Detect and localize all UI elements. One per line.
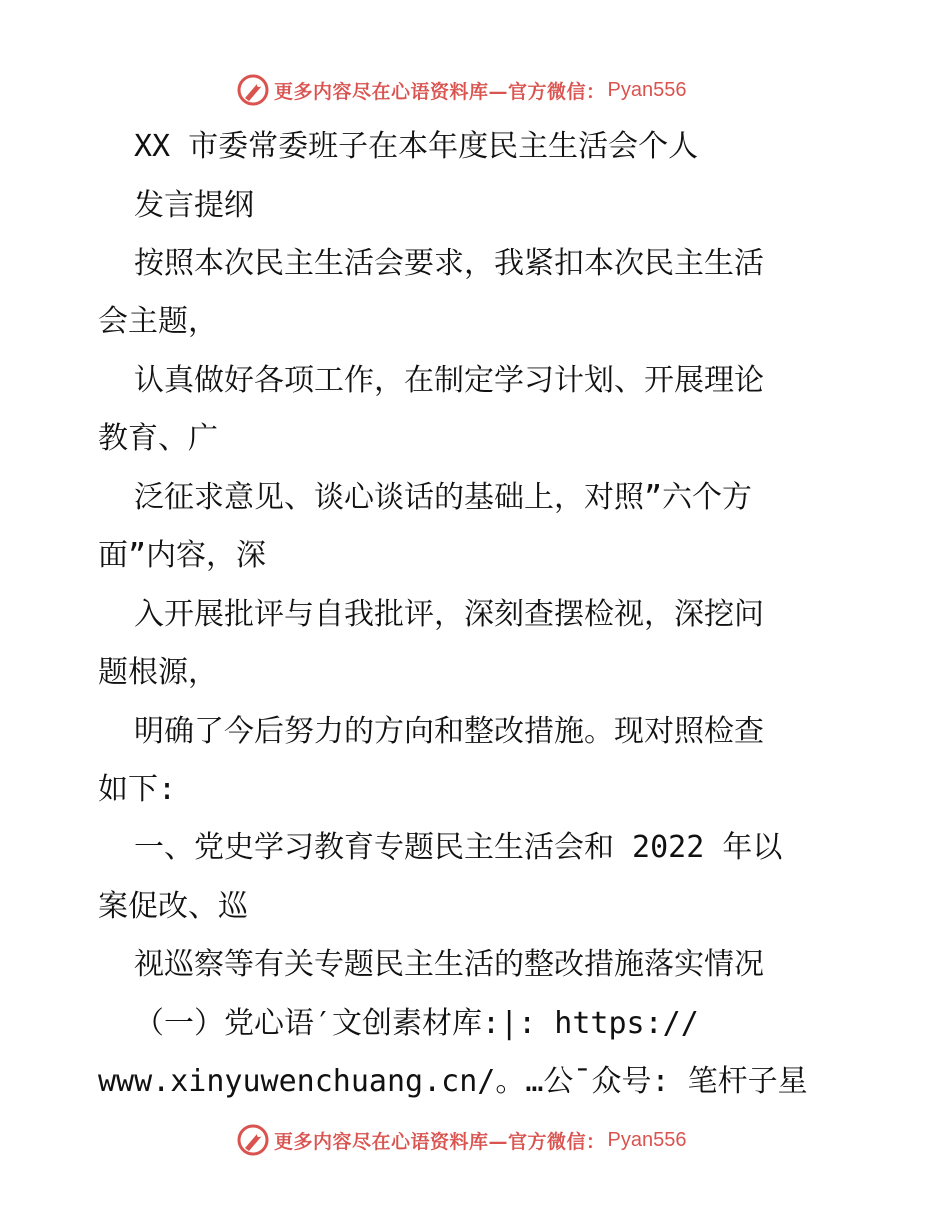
paragraph-line: 题根源， (98, 655, 218, 690)
subsection-line: （一）党心语′文创素材库:|: https:// (134, 1006, 699, 1041)
paragraph-line: 明确了今后努力的方向和整改措施。现对照检查 (134, 714, 764, 749)
banner-text: 更多内容尽在心语资料库—官方微信： (274, 80, 606, 103)
banner-handle: Pyan556 (607, 78, 687, 101)
paragraph-line: 按照本次民主生活会要求，我紧扣本次民主生活 (134, 246, 764, 281)
doc-title-line-2: 发言提纲 (134, 188, 254, 223)
pen-logo-icon (236, 1123, 270, 1157)
paragraph-line: 面”内容，深 (98, 538, 267, 573)
section-heading-line: 视巡察等有关专题民主生活的整改措施落实情况 (134, 947, 764, 982)
paragraph-line: 泛征求意见、谈心谈话的基础上，对照”六个方 (134, 480, 753, 515)
section-heading-line: 案促改、巡 (98, 889, 248, 924)
paragraph-line: 认真做好各项工作，在制定学习计划、开展理论 (134, 363, 764, 398)
pen-logo-icon (236, 73, 270, 107)
header-watermark-banner (236, 72, 686, 108)
footer-watermark-banner (236, 1122, 686, 1158)
paragraph-line: 教育、广 (98, 421, 218, 456)
banner-handle: Pyan556 (607, 1128, 687, 1151)
url-line: www.xinyuwenchuang.cn/。…公¯众号: 笔杆子星 (98, 1064, 808, 1099)
paragraph-line: 会主题， (98, 304, 218, 339)
banner-text: 更多内容尽在心语资料库—官方微信： (274, 1130, 606, 1153)
section-heading-line: 一、党史学习教育专题民主生活会和 2022 年以 (134, 830, 783, 865)
paragraph-line: 如下: (98, 772, 177, 807)
doc-title-line-1: XX 市委常委班子在本年度民主生活会个人 (134, 129, 699, 164)
paragraph-line: 入开展批评与自我批评，深刻查摆检视，深挖问 (134, 597, 764, 632)
